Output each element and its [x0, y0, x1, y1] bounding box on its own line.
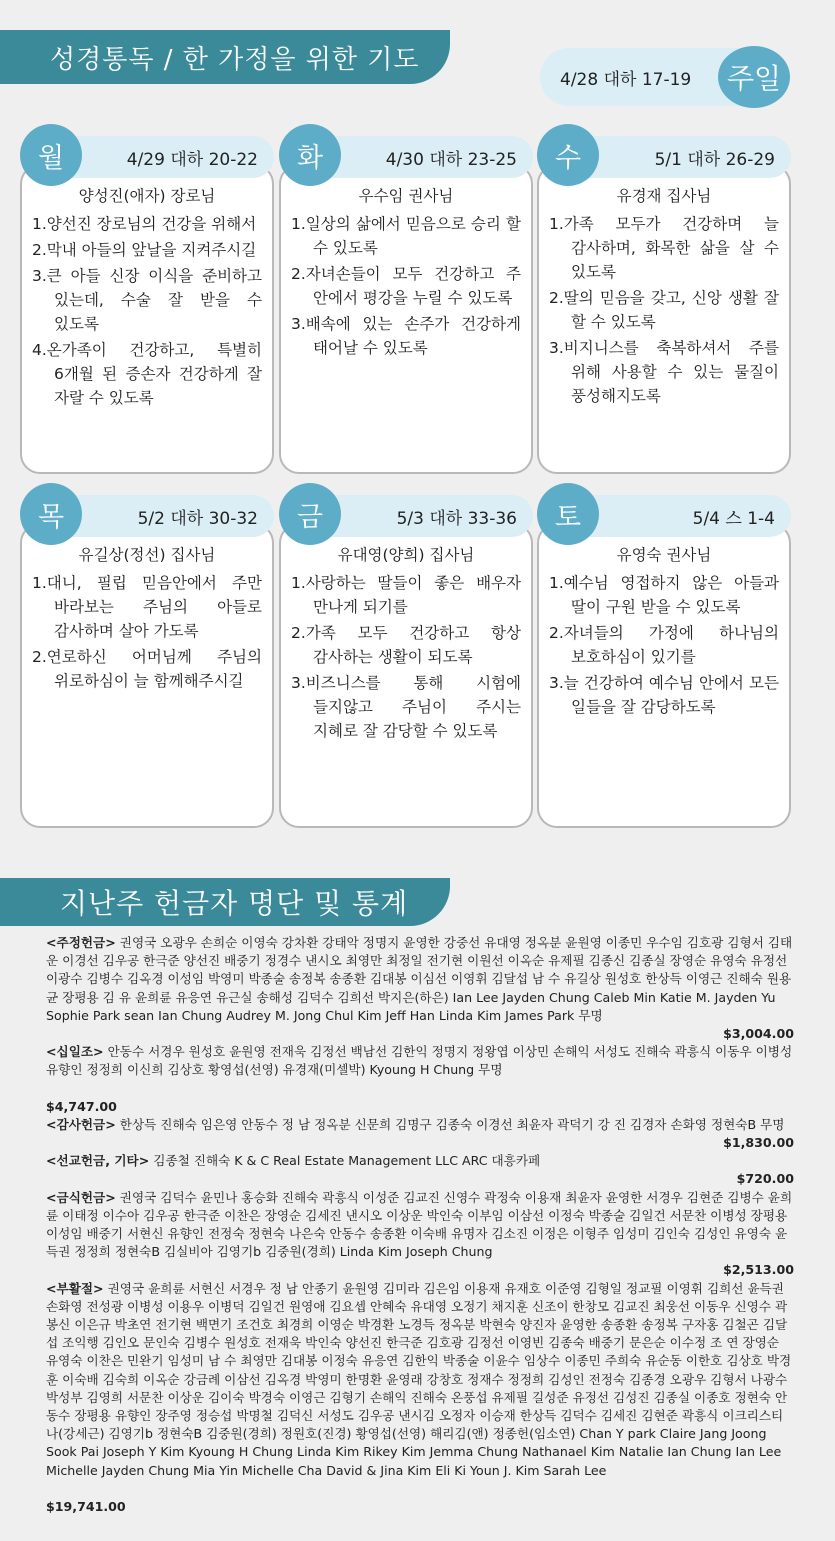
day-label: 토: [554, 501, 582, 533]
prayer-item: 2.가족 모두 건강하고 항상 감사하는 생활이 되도록: [291, 624, 521, 666]
offering-names: 안동수 서경우 원성호 윤원영 전재욱 김정선 백남선 김한익 정명지 정왕엽 이상민 손해익 서성도 진해숙 곽흥식 이동우 이병성 유향인 정정희 이신희 김상호 황영섭(선영) 유경재(미셀박) Kyoung H Chung 무명: [46, 1044, 793, 1078]
offering-names: 권영국 김덕수 윤민나 홍승화 진해숙 곽흥식 이성준 김교진 신영수 곽정숙 이용재 최윤자 윤영한 서경우 김현준 김병수 윤희륜 이태정 이수아 김우공 한극준 이찬은 장영순 김세진 낸시오 이상운 박인숙 이부임 이삼선 이정숙 박종술 김일건 서문찬 이병성 장평용 이성임 배중기 서현신 유향인 전정숙 정현숙 나은숙 안동수 송종환 이숙배 유명자 김소진 이정은 이형주 임성미 김인숙 김성인 유영숙 윤득권 정정희 정현숙B 김실비아 김영기b 김중원(경희) Linda Kim Joseph Chung: [46, 1189, 793, 1260]
sunday-badge: [718, 46, 790, 108]
offering-section: [46, 934, 794, 1043]
day-label: 화: [296, 142, 324, 174]
prayer-item: 2.연로하신 어머님께 주님의 위로하심이 늘 함께해주시길: [32, 648, 262, 690]
offering-section-title: 지난주 헌금자 명단 및 통계: [60, 887, 409, 920]
prayer-box: [20, 164, 274, 474]
day-badge: [279, 483, 341, 545]
prayer-box: [20, 523, 274, 828]
day-badge: [279, 124, 341, 186]
offering-section: [46, 1043, 794, 1116]
day-badge: [20, 483, 82, 545]
prayer-person-name: 유대영(양희) 집사님: [337, 546, 475, 564]
prayer-item: 1.예수님 영접하지 않은 아들과 딸이 구원 받을 수 있도록: [549, 574, 779, 616]
offering-label: <주정헌금>: [46, 935, 116, 950]
day-reading: 5/3 대하 33-36: [396, 508, 517, 529]
offering-section-banner: [0, 878, 450, 926]
prayer-item: 1.가족 모두가 건강하며 늘 감사하며, 화목한 삶을 살 수 있도록: [549, 215, 779, 281]
day-badge: [537, 483, 599, 545]
prayer-item: 2.막내 아들의 앞날을 지켜주시길: [32, 241, 257, 259]
prayer-item: 3.큰 아들 신장 이식을 준비하고 있는데, 수술 잘 받을 수 있도록: [32, 267, 262, 333]
day-reading: 5/2 대하 30-32: [137, 508, 258, 529]
day-reading: 5/1 대하 26-29: [654, 149, 775, 170]
prayer-section-banner: [0, 30, 450, 84]
offering-section: [46, 1152, 794, 1188]
prayer-person-name: 양성진(애자) 장로님: [78, 187, 216, 205]
offering-names: 한상득 진해숙 임은영 안동수 정 남 정옥분 신문희 김명구 김종숙 이경선 최윤자 곽덕기 강 진 김경자 손화영 정현숙B 무명: [119, 1116, 785, 1132]
prayer-person-name: 우수임 권사님: [358, 187, 454, 205]
offering-label: <십일조>: [46, 1044, 104, 1060]
offering-label: <감사헌금>: [46, 1116, 116, 1132]
prayer-box: [279, 164, 533, 474]
day-badge: [537, 124, 599, 186]
prayer-person-name: 유경재 집사님: [616, 187, 712, 205]
day-label: 목: [37, 501, 65, 533]
sunday-reading: 4/28 대하 17-19: [560, 69, 692, 90]
prayer-item: 1.대니, 필립 믿음안에서 주만 바라보는 주님의 아들로 감사하며 살아 가도록: [32, 574, 262, 640]
offering-label: <선교헌금, 기타>: [46, 1153, 150, 1169]
offering-amount: $1,830.00: [723, 1135, 794, 1151]
day-reading: 4/30 대하 23-25: [385, 149, 517, 170]
prayer-item: 1.일상의 삶에서 믿음으로 승리 할 수 있도록: [291, 215, 521, 257]
prayer-box: [279, 523, 533, 828]
offering-names: 김종철 진해숙 K & C Real Estate Management LLC ARC 대흥카페: [153, 1153, 541, 1169]
offering-section: [46, 1116, 794, 1152]
prayer-box: [537, 164, 791, 474]
offering-label: <금식헌금>: [46, 1189, 116, 1205]
offering-label: <부활절>: [46, 1280, 104, 1296]
prayer-item: 2.자녀손들이 모두 건강하고 주 안에서 평강을 누릴 수 있도록: [291, 265, 521, 307]
prayer-item: 2.자녀들의 가정에 하나님의 보호하심이 있기를: [549, 624, 779, 666]
prayer-item: 1.사랑하는 딸들이 좋은 배우자 만나게 되기를: [291, 574, 521, 616]
offering-section: [46, 1280, 794, 1516]
day-label: 월: [37, 142, 65, 174]
offering-amount: $720.00: [736, 1171, 794, 1187]
prayer-item: 2.딸의 믿음을 갖고, 신앙 생활 잘 할 수 있도록: [549, 289, 779, 331]
prayer-person-name: 유영숙 권사님: [616, 546, 712, 564]
prayer-item: 1.양선진 장로님의 건강을 위해서: [32, 215, 257, 233]
day-label: 금: [296, 501, 324, 533]
day-badge: [20, 124, 82, 186]
offering-section: [46, 1189, 794, 1280]
prayer-item: 4.온가족이 건강하고, 특별히 6개월 된 증손자 건강하게 잘 자랄 수 있도록: [32, 341, 262, 407]
offering-amount: $3,004.00: [723, 1026, 794, 1042]
prayer-section-title: 성경통독 / 한 가정을 위한 기도: [50, 44, 420, 75]
sunday-label: 주일: [726, 62, 782, 95]
prayer-item: 3.배속에 있는 손주가 건강하게 태어날 수 있도록: [291, 315, 521, 357]
day-reading: 5/4 스 1-4: [692, 508, 775, 529]
offering-names: 권영국 윤희륜 서현신 서경우 정 남 안종기 윤원영 김미라 김은임 이용재 유재호 이준영 김형일 정교필 이영휘 김희선 윤득권 손화영 전성광 이병성 이용우 이병덕 김일건 원영애 김요셉 안혜숙 유대영 오정기 채지훈 신조이 한창모 김교진 최웅선 이동우 신영수 곽봉신 이은규 박초연 전기현 백면기 조건호 최경희 이영순 박경환 노경득 정옥분 박현숙 양진자 윤영한 송종환 송정복 구자홍 김철곤 김달섭 조익행 김인오 문인숙 김병수 원성호 전재욱 박인숙 양선진 한극준 김호광 김정선 이영빈 김종숙 배중기 문은순 이수정 조 연 장영순 유영숙 이찬은 민완기 임성미 남 수 최영만 김대봉 이정숙 유응연 김한익 박종술 이윤수 임상수 이종민 주희숙 유순동 이한호 김상호 박경훈 이숙배 김숙희 이옥순 강금례 이삼선 김옥경 박영미 한명환 윤영래 강창호 정재수 정정희 김성인 전정숙 김종경 오광우 김형서 나광수 박성부 김영희 서문찬 이상운 김이숙 박경숙 이영근 김형기 손해익 진해숙 온풍섭 유제필 길성준 유정선 김성진 김종실 이종호 정현숙 안동수 장평용 유향인 장주영 정승섭 박명철 김덕신 서성도 김우공 낸시김 오정자 이승재 한상득 김덕수 김세진 김현준 곽흥식 이크리스티나(강세근) 김영기b 정현숙B 김중원(경희) 정원호(진경) 황영섭(선영) 해리김(앤) 정종헌(임소연) Chan Y park Claire Jang Joong Sook Pai Joseph Y Kim Kyoung H Chung Linda Kim Rikey Kim Jemma Chung Nathanael Kim Natalie Ian Chung Ian Lee Michelle Jayden Chung Mia Yin Michelle Cha David & Jina Kim Eli Ki Youn J. Kim Sarah Lee: [46, 1280, 792, 1478]
day-label: 수: [554, 142, 582, 174]
offering-amount: $4,747.00: [46, 1098, 117, 1114]
prayer-item: 3.비즈니스를 통해 시험에 들지않고 주님이 주시는 지혜로 잘 감당할 수 있도록: [291, 674, 521, 740]
prayer-item: 3.비지니스를 축복하셔서 주를 위해 사용할 수 있는 물질이 풍성해지도록: [549, 339, 779, 405]
offering-amount: $19,741.00: [46, 1498, 126, 1514]
prayer-box: [537, 523, 791, 828]
prayer-person-name: 유길상(정선) 집사님: [78, 546, 216, 564]
day-reading: 4/29 대하 20-22: [126, 149, 258, 170]
offering-names: 권영국 오광우 손희순 이영숙 강차환 강태악 정명지 윤영한 강중선 유대영 정옥분 윤원영 이종민 우수임 김호광 김형서 김태운 이경선 김우공 한극준 양선진 배중기 정경수 낸시오 최영만 최정일 전기현 이원선 이옥순 유제필 김종신 김종실 장영순 유영숙 유정선 이광수 김병수 김옥경 이성임 박영미 박종술 송정복 송종환 김대봉 이심선 이영휘 김달섭 남 수 유길상 원성호 한상득 이영근 진해숙 원용균 장평용 김 유 윤희륜 유응연 유근실 송해성 김덕수 김희선 박지은(하은) Ian Lee Jayden Chung Caleb Min Katie M. Jayden Yu Sophie Park sean Ian Chung Audrey M. Jong Chul Kim Jeff Han Linda Kim James Park 무명: [46, 935, 793, 1023]
offering-amount: $2,513.00: [723, 1262, 794, 1278]
offering-list: [46, 934, 794, 1516]
prayer-item: 3.늘 건강하여 예수님 안에서 모든 일들을 잘 감당하도록: [549, 674, 779, 716]
